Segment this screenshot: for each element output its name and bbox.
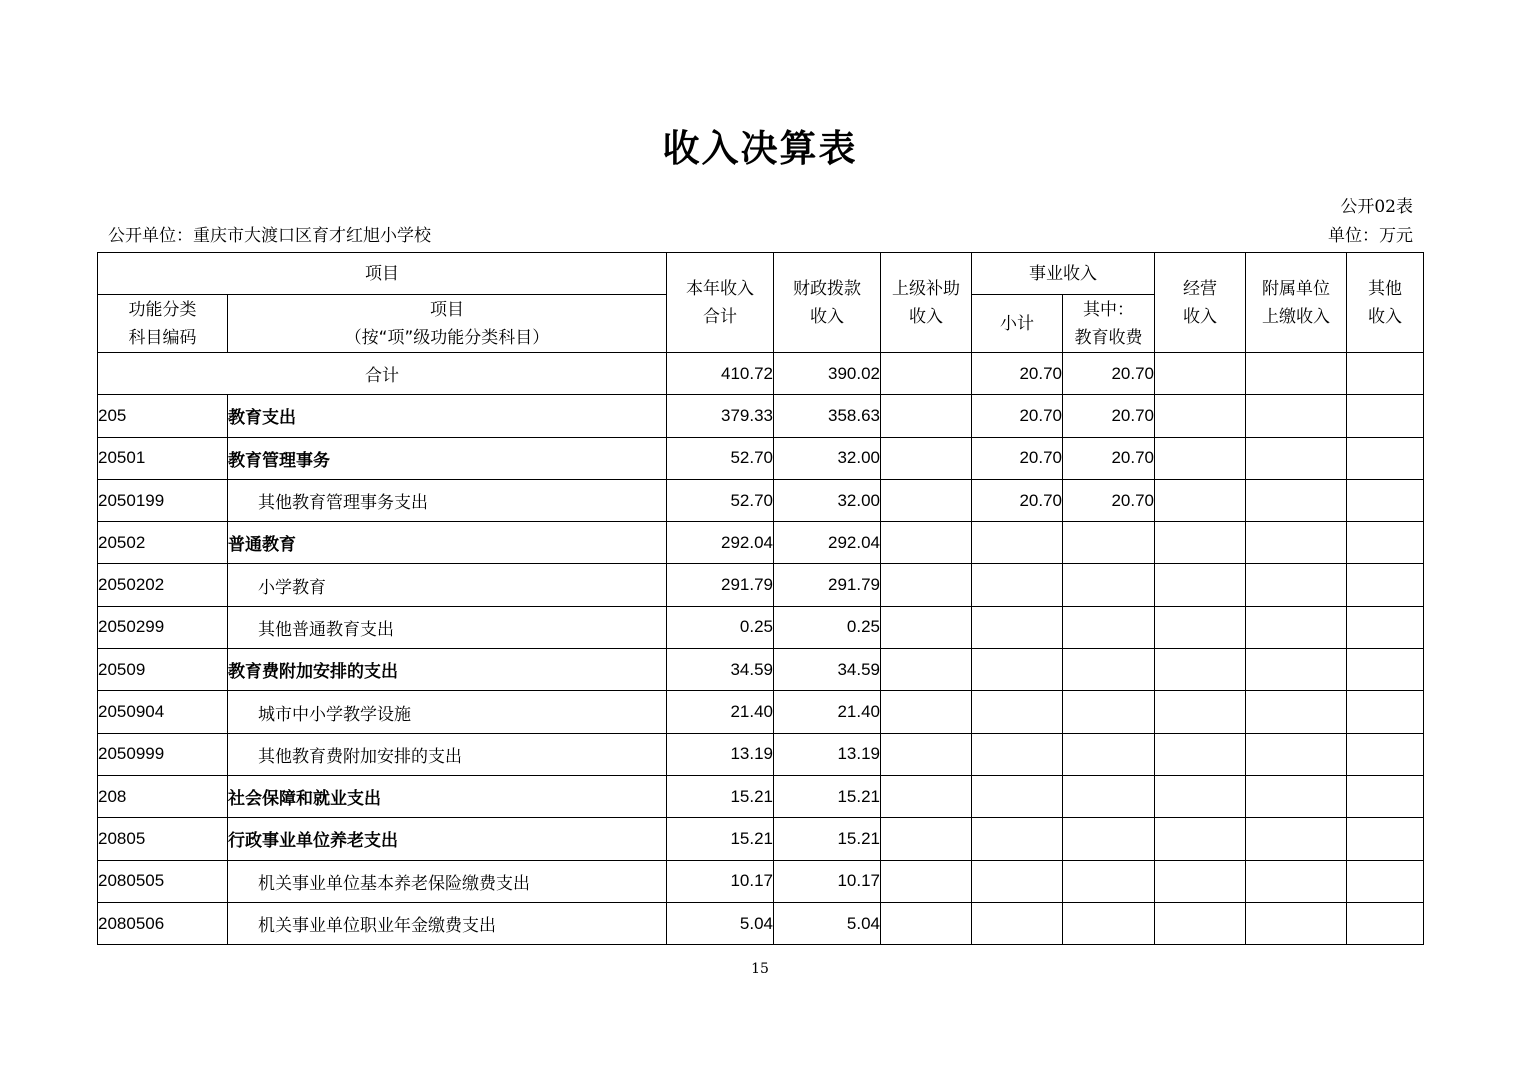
form-number: 公开02表 [1340,197,1413,217]
total-affiliated [1246,353,1347,395]
row-business [1155,479,1246,521]
row-business [1155,564,1246,606]
total-row [98,353,1424,395]
row-other [1347,818,1424,860]
table-row [98,733,1424,775]
table-row [98,691,1424,733]
row-fiscal: 292.04 [774,522,881,564]
total-subtotal: 20.70 [972,353,1063,395]
row-name: 社会保障和就业支出 [228,775,667,817]
row-edu-fee [1063,564,1155,606]
row-subtotal [972,733,1063,775]
row-business [1155,733,1246,775]
row-edu-fee [1063,733,1155,775]
row-fiscal: 0.25 [774,606,881,648]
row-other [1347,479,1424,521]
row-fiscal: 32.00 [774,479,881,521]
row-superior [881,775,972,817]
total-superior [881,353,972,395]
row-annual: 10.17 [667,860,774,902]
total-fiscal: 390.02 [774,353,881,395]
row-annual: 292.04 [667,522,774,564]
row-name: 行政事业单位养老支出 [228,818,667,860]
row-other [1347,522,1424,564]
row-subtotal: 20.70 [972,479,1063,521]
row-subtotal [972,649,1063,691]
reporting-unit: 公开单位：重庆市大渡口区育才红旭小学校 [108,226,431,246]
row-affiliated [1246,691,1347,733]
row-edu-fee [1063,606,1155,648]
row-subtotal [972,860,1063,902]
table-row [98,902,1424,944]
row-other [1347,775,1424,817]
header-fiscal-appropriation: 财政拨款 收入 [774,253,881,353]
row-edu-fee [1063,775,1155,817]
header-affiliated-income: 附属单位 上缴收入 [1246,253,1347,353]
row-subtotal [972,691,1063,733]
row-business [1155,522,1246,564]
row-code: 2050202 [98,564,228,606]
row-fiscal: 21.40 [774,691,881,733]
row-code: 20805 [98,818,228,860]
row-fiscal: 5.04 [774,902,881,944]
header-education-fee: 其中： 教育收费 [1063,295,1155,353]
row-name: 其他教育费附加安排的支出 [228,733,667,775]
row-name: 教育管理事务 [228,437,667,479]
row-subtotal [972,606,1063,648]
row-superior [881,479,972,521]
row-annual: 34.59 [667,649,774,691]
row-business [1155,818,1246,860]
row-name: 普通教育 [228,522,667,564]
row-superior [881,818,972,860]
row-superior [881,522,972,564]
row-annual: 0.25 [667,606,774,648]
row-other [1347,691,1424,733]
row-business [1155,775,1246,817]
row-name: 其他普通教育支出 [228,606,667,648]
row-code: 205 [98,395,228,437]
total-annual: 410.72 [667,353,774,395]
table-row [98,437,1424,479]
row-name: 其他教育管理事务支出 [228,479,667,521]
row-subtotal [972,522,1063,564]
row-annual: 15.21 [667,775,774,817]
row-business [1155,437,1246,479]
row-affiliated [1246,395,1347,437]
page-title: 收入决算表 [662,127,858,170]
header-career-income: 事业收入 [972,253,1155,295]
row-code: 2050299 [98,606,228,648]
row-other [1347,395,1424,437]
row-code: 2080506 [98,902,228,944]
row-fiscal: 15.21 [774,818,881,860]
row-subtotal: 20.70 [972,437,1063,479]
row-other [1347,733,1424,775]
row-business [1155,606,1246,648]
row-edu-fee [1063,691,1155,733]
row-affiliated [1246,860,1347,902]
row-code: 2050199 [98,479,228,521]
row-superior [881,606,972,648]
row-affiliated [1246,733,1347,775]
row-business [1155,860,1246,902]
header-other-income: 其他 收入 [1347,253,1424,353]
row-subtotal [972,564,1063,606]
row-annual: 291.79 [667,564,774,606]
row-name: 教育费附加安排的支出 [228,649,667,691]
row-superior [881,395,972,437]
row-edu-fee [1063,902,1155,944]
row-annual: 52.70 [667,479,774,521]
row-subtotal [972,775,1063,817]
total-label: 合计 [98,353,667,395]
header-superior-subsidy: 上级补助 收入 [881,253,972,353]
row-code: 208 [98,775,228,817]
row-affiliated [1246,522,1347,564]
row-name: 小学教育 [228,564,667,606]
row-superior [881,649,972,691]
total-edu-fee: 20.70 [1063,353,1155,395]
row-code: 20501 [98,437,228,479]
row-affiliated [1246,437,1347,479]
row-edu-fee: 20.70 [1063,479,1155,521]
table-row [98,479,1424,521]
row-superior [881,564,972,606]
row-business [1155,395,1246,437]
header-item-name: 项目 （按“项”级功能分类科目） [228,295,667,353]
row-fiscal: 34.59 [774,649,881,691]
total-business [1155,353,1246,395]
page-number: 15 [751,961,769,977]
row-fiscal: 10.17 [774,860,881,902]
table-row [98,606,1424,648]
row-superior [881,691,972,733]
row-fiscal: 358.63 [774,395,881,437]
row-edu-fee: 20.70 [1063,437,1155,479]
row-business [1155,902,1246,944]
row-edu-fee [1063,818,1155,860]
header-item-group: 项目 [98,253,667,295]
income-table [97,252,1424,945]
header-subtotal: 小计 [972,295,1063,353]
row-fiscal: 13.19 [774,733,881,775]
row-other [1347,649,1424,691]
table-row [98,775,1424,817]
row-fiscal: 15.21 [774,775,881,817]
row-code: 20509 [98,649,228,691]
row-edu-fee [1063,522,1155,564]
row-fiscal: 32.00 [774,437,881,479]
table-row [98,395,1424,437]
row-subtotal [972,818,1063,860]
row-business [1155,649,1246,691]
header-annual-income: 本年收入 合计 [667,253,774,353]
row-superior [881,902,972,944]
row-superior [881,733,972,775]
row-annual: 21.40 [667,691,774,733]
total-other [1347,353,1424,395]
row-annual: 379.33 [667,395,774,437]
row-annual: 13.19 [667,733,774,775]
table-row [98,860,1424,902]
table-row [98,818,1424,860]
row-code: 2050999 [98,733,228,775]
row-edu-fee: 20.70 [1063,395,1155,437]
row-other [1347,902,1424,944]
row-name: 机关事业单位职业年金缴费支出 [228,902,667,944]
row-name: 机关事业单位基本养老保险缴费支出 [228,860,667,902]
row-other [1347,564,1424,606]
row-other [1347,437,1424,479]
row-annual: 15.21 [667,818,774,860]
header-business-income: 经营 收入 [1155,253,1246,353]
row-code: 2050904 [98,691,228,733]
row-code: 20502 [98,522,228,564]
row-edu-fee [1063,860,1155,902]
row-affiliated [1246,775,1347,817]
currency-unit: 单位：万元 [1328,226,1413,246]
row-other [1347,606,1424,648]
row-affiliated [1246,564,1347,606]
row-edu-fee [1063,649,1155,691]
table-row [98,522,1424,564]
table-row [98,649,1424,691]
row-fiscal: 291.79 [774,564,881,606]
row-affiliated [1246,818,1347,860]
row-superior [881,437,972,479]
row-annual: 5.04 [667,902,774,944]
row-name: 教育支出 [228,395,667,437]
row-subtotal [972,902,1063,944]
row-affiliated [1246,606,1347,648]
row-subtotal: 20.70 [972,395,1063,437]
row-affiliated [1246,902,1347,944]
row-annual: 52.70 [667,437,774,479]
row-name: 城市中小学教学设施 [228,691,667,733]
row-superior [881,860,972,902]
table-row [98,564,1424,606]
header-function-code: 功能分类 科目编码 [98,295,228,353]
row-affiliated [1246,479,1347,521]
row-business [1155,691,1246,733]
row-other [1347,860,1424,902]
row-code: 2080505 [98,860,228,902]
row-affiliated [1246,649,1347,691]
